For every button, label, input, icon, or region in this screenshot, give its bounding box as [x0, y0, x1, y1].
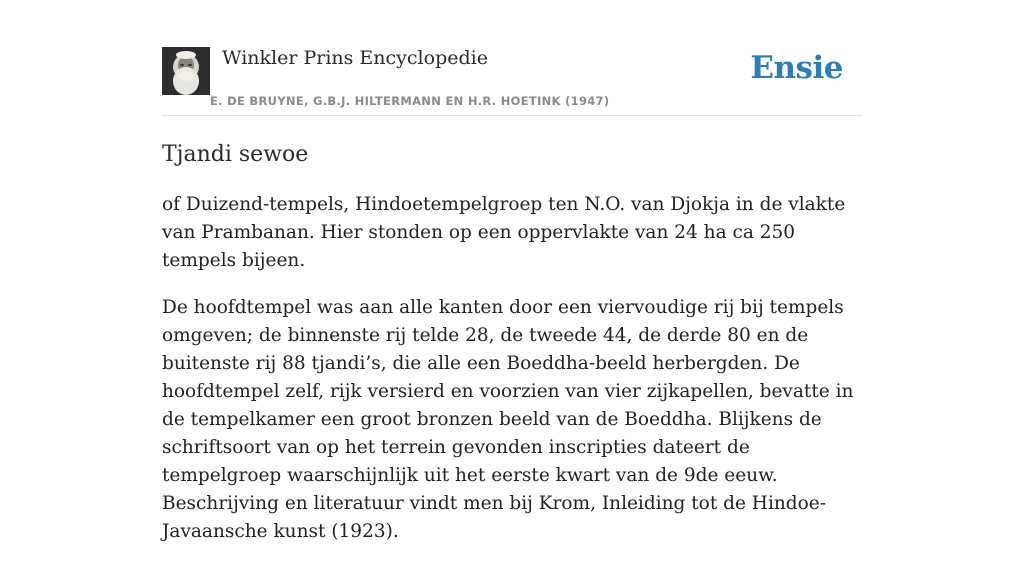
authors-line: E. DE BRUYNE, G.B.J. HILTERMANN EN H.R. HOETINK (1947) [210, 94, 610, 108]
entry-body [162, 191, 867, 565]
header [162, 44, 862, 116]
entry-title: Tjandi sewoe [162, 142, 309, 167]
entry-paragraph: of Duizend-tempels, Hindoetempelgroep ten N.O. van Djokja in de vlakte van Prambanan. Hier stonden op een oppervlakte van 24 ha ca 250 tempels bijeen. [162, 194, 846, 271]
entry-paragraph: De hoofdtempel was aan alle kanten door een viervoudige rij bij tempels omgeven; de binnenste rij telde 28, de tweede 44, de derde 80 en de buitenste rij 88 tjandi’s, die alle een Boeddha-beeld herbergden. De hoofdtempel zelf, rijk versierd en voorzien van vier zijkapellen, bevatte in de tempelkamer een groot bronzen beeld van de Boeddha. Blijkens de schriftsoort van op het terrein gevonden inscripties dateert de tempelgroep waarschijnlijk uit het eerste kwart van de 9de eeuw. Beschrijving en literatuur vindt men bij Krom, Inleiding tot de Hindoe-Javaansche kunst (1923). [162, 297, 854, 542]
encyclopedia-title[interactable]: Winkler Prins Encyclopedie [222, 47, 488, 69]
author-portrait-icon[interactable] [162, 47, 210, 95]
brand-logo[interactable]: Ensie [750, 50, 843, 86]
page-container [162, 44, 862, 542]
